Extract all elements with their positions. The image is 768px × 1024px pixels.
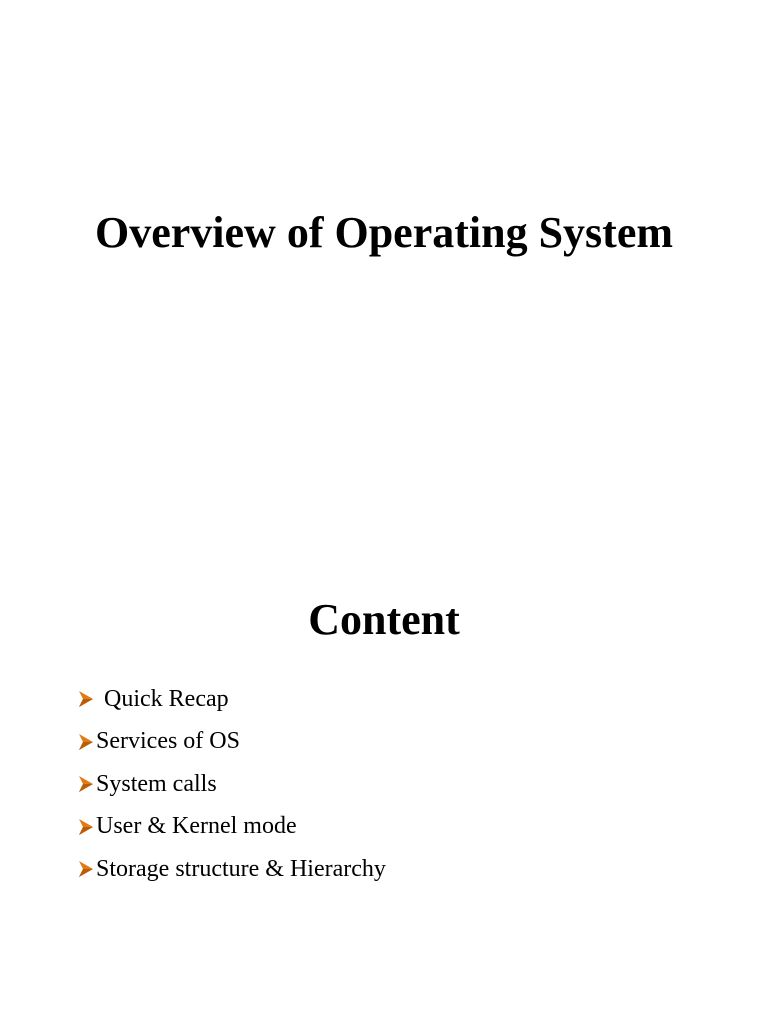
arrow-bullet-icon <box>78 733 94 751</box>
list-item <box>78 721 386 764</box>
bullet-label: Services of OS <box>96 728 240 755</box>
bullet-label: Storage structure & Hierarchy <box>96 855 386 882</box>
list-item <box>78 848 386 891</box>
arrow-bullet-icon <box>78 690 94 708</box>
arrow-bullet-icon <box>78 775 94 793</box>
bullet-label: Quick Recap <box>104 685 229 712</box>
content-bullet-list <box>78 678 386 891</box>
list-item <box>78 763 386 806</box>
slide-content <box>0 500 768 1024</box>
bullet-label: System calls <box>96 770 217 797</box>
slide-title <box>0 0 768 500</box>
bullet-label: User & Kernel mode <box>96 813 297 840</box>
content-heading: Content <box>308 595 460 644</box>
list-item <box>78 806 386 849</box>
slide-title-heading: Overview of Operating System <box>95 208 673 257</box>
arrow-bullet-icon <box>78 818 94 836</box>
list-item <box>78 678 386 721</box>
arrow-bullet-icon <box>78 860 94 878</box>
